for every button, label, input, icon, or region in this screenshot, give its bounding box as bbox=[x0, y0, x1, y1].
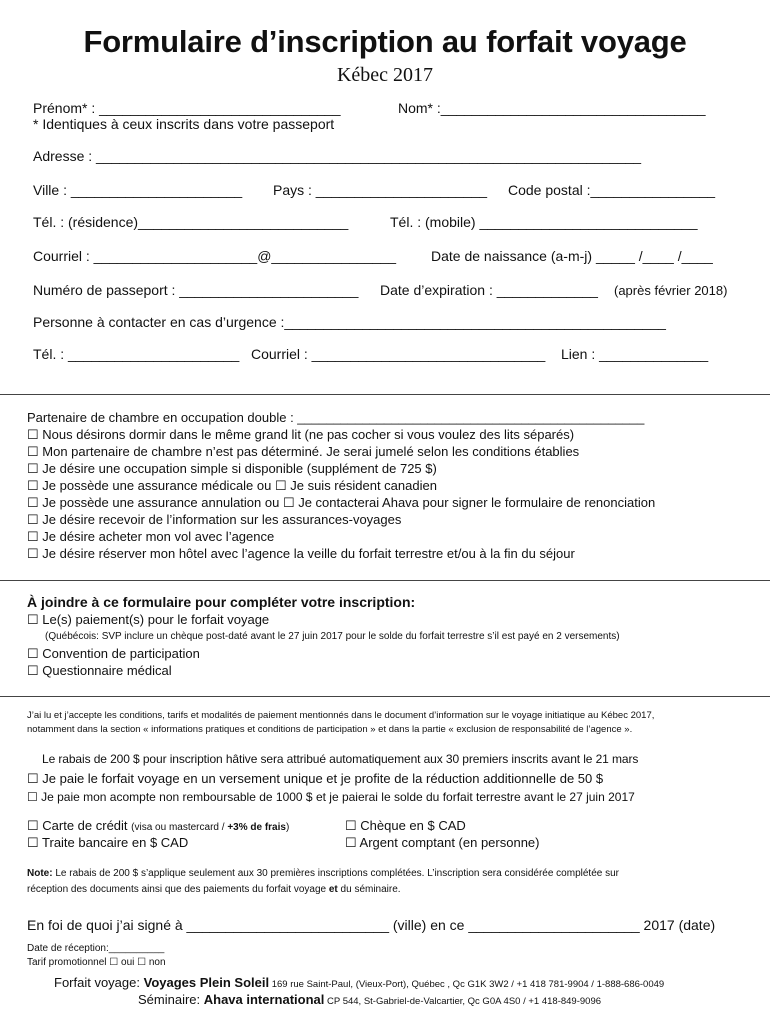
bank-draft-option[interactable]: ☐ Traite bancaire en $ CAD bbox=[27, 835, 189, 850]
tel-residence-field[interactable]: Tél. : (résidence)___________________________ bbox=[33, 214, 349, 230]
room-option[interactable]: ☐ Je désire une occupation simple si disponible (supplément de 725 $) bbox=[27, 461, 437, 476]
room-option[interactable]: ☐ Mon partenaire de chambre n’est pas déterminé. Je serai jumelé selon les conditions établies bbox=[27, 444, 580, 459]
expiration-note: (après février 2018) bbox=[614, 283, 728, 298]
tel-mobile-field[interactable]: Tél. : (mobile) ____________________________ bbox=[390, 214, 698, 230]
signature-line[interactable]: En foi de quoi j’ai signé à __________________________ (ville) en ce ______________________ 2017 (date) bbox=[27, 917, 716, 933]
flight-option[interactable]: ☐ Je désire acheter mon vol avec l’agence bbox=[27, 529, 275, 544]
adresse-field[interactable]: Adresse : ______________________________________________________________________ bbox=[33, 148, 642, 164]
cash-option[interactable]: ☐ Argent comptant (en personne) bbox=[345, 835, 540, 850]
insurance-option[interactable]: ☐ Je possède une assurance annulation ou ☐ Je contacterai Ahava pour signer le formulaire de renonciation bbox=[27, 495, 656, 510]
pays-field[interactable]: Pays : ______________________ bbox=[273, 182, 488, 198]
note-label: Note: bbox=[27, 868, 53, 879]
insurance-option[interactable]: ☐ Je possède une assurance médicale ou ☐ Je suis résident canadien bbox=[27, 478, 437, 493]
section-divider bbox=[0, 696, 770, 697]
note-text: réception des documents ainsi que des paiements du forfait voyage bbox=[27, 884, 329, 895]
ville-field[interactable]: Ville : ______________________ bbox=[33, 182, 243, 198]
terms-line: J’ai lu et j’accepte les conditions, tarifs et modalités de paiement mentionnés dans le document d’information sur le voyage initiatique au Kébec 2017, bbox=[27, 710, 655, 721]
code-postal-field[interactable]: Code postal :________________ bbox=[508, 182, 716, 198]
section-divider bbox=[0, 394, 770, 395]
date-naissance-field[interactable]: Date de naissance (a-m-j) _____ /____ /____ bbox=[431, 248, 713, 264]
section-divider bbox=[0, 580, 770, 581]
attach-heading: À joindre à ce formulaire pour compléter votre inscription: bbox=[27, 594, 416, 610]
attach-payment-item[interactable]: ☐ Le(s) paiement(s) pour le forfait voyage bbox=[27, 612, 270, 627]
note-line bbox=[27, 884, 401, 895]
footer-voyage-name: Voyages Plein Soleil bbox=[143, 975, 270, 990]
promo-rate-field[interactable]: Tarif promotionnel ☐ oui ☐ non bbox=[27, 957, 166, 968]
form-title: Formulaire d’inscription au forfait voyage bbox=[83, 24, 687, 59]
contact-urgence-field[interactable]: Personne à contacter en cas d’urgence :_________________________________________________ bbox=[33, 314, 666, 330]
date-expiration-field[interactable]: Date d’expiration : _____________ bbox=[380, 282, 598, 298]
reception-date-field[interactable]: Date de réception:__________ bbox=[27, 943, 165, 954]
credit-card-fee: +3% de frais bbox=[227, 822, 286, 833]
note-text-bold: et bbox=[328, 884, 338, 895]
tel-urgence-field[interactable]: Tél. : ______________________ bbox=[33, 346, 240, 362]
footer-voyage bbox=[54, 975, 664, 990]
footer-seminaire-address: CP 544, St-Gabriel-de-Valcartier, Qc G0A 4S0 / +1 418-849-9096 bbox=[324, 996, 602, 1007]
footer-seminaire-name: Ahava international bbox=[203, 992, 325, 1007]
attach-payment-note: (Québécois: SVP inclure un chèque post-daté avant le 27 juin 2017 pour le solde du forfait terrestre s’il est payé en 2 versements) bbox=[45, 631, 620, 642]
courriel-urgence-field[interactable]: Courriel : ______________________________ bbox=[251, 346, 546, 362]
insurance-info-option[interactable]: ☐ Je désire recevoir de l’information sur les assurances-voyages bbox=[27, 512, 402, 527]
rebate-notice: Le rabais de 200 $ pour inscription hâtive sera attribué automatiquement aux 30 premiers inscrits avant le 21 mars bbox=[42, 752, 639, 766]
credit-card-label: ☐ Carte de crédit bbox=[27, 818, 128, 833]
credit-card-note-close: ) bbox=[285, 822, 290, 833]
nom-field[interactable]: Nom* :__________________________________ bbox=[398, 100, 706, 116]
lien-field[interactable]: Lien : ______________ bbox=[561, 346, 709, 362]
credit-card-option[interactable] bbox=[27, 818, 289, 834]
hotel-option[interactable]: ☐ Je désire réserver mon hôtel avec l’agence la veille du forfait terrestre et/ou à la fin du séjour bbox=[27, 546, 575, 561]
courriel-field[interactable]: Courriel : _____________________@________________ bbox=[33, 248, 396, 264]
form-subtitle: Kébec 2017 bbox=[336, 64, 434, 86]
partner-field[interactable]: Partenaire de chambre en occupation double : ________________________________________________ bbox=[27, 410, 645, 425]
passport-note: * Identiques à ceux inscrits dans votre passeport bbox=[33, 116, 335, 132]
footer-seminaire bbox=[138, 992, 601, 1007]
note-text: Le rabais de 200 $ s’applique seulement aux 30 premières inscriptions complétées. L’inscription sera considérée complétée sur bbox=[52, 868, 619, 879]
room-option[interactable]: ☐ Nous désirons dormir dans le même grand lit (ne pas cocher si vous voulez des lits séparés) bbox=[27, 427, 575, 442]
note-text: du séminaire. bbox=[337, 884, 401, 895]
pay-deposit-option[interactable]: ☐ Je paie mon acompte non remboursable de 1000 $ et je paierai le solde du forfait terrestre avant le 27 juin 2017 bbox=[27, 790, 635, 804]
footer-voyage-address: 169 rue Saint-Paul, (Vieux-Port), Québec , Qc G1K 3W2 / +1 418 781-9904 / 1-888-686-0049 bbox=[269, 979, 665, 990]
attach-medical-item[interactable]: ☐ Questionnaire médical bbox=[27, 663, 172, 678]
note-line bbox=[27, 868, 619, 879]
terms-line: notamment dans la section « informations pratiques et conditions de participation » et dans la partie « exclusion de responsabilité de l’agence ». bbox=[27, 724, 633, 735]
numero-passeport-field[interactable]: Numéro de passeport : _______________________ bbox=[33, 282, 359, 298]
credit-card-note: (visa ou mastercard / bbox=[131, 822, 228, 833]
cheque-option[interactable]: ☐ Chèque en $ CAD bbox=[345, 818, 466, 833]
footer-voyage-label: Forfait voyage: bbox=[54, 975, 144, 990]
footer-seminaire-label: Séminaire: bbox=[138, 992, 204, 1007]
prenom-field[interactable]: Prénom* : _______________________________ bbox=[33, 100, 341, 116]
pay-single-option[interactable]: ☐ Je paie le forfait voyage en un versement unique et je profite de la réduction additionnelle de 50 $ bbox=[27, 771, 604, 786]
attach-convention-item[interactable]: ☐ Convention de participation bbox=[27, 646, 200, 661]
